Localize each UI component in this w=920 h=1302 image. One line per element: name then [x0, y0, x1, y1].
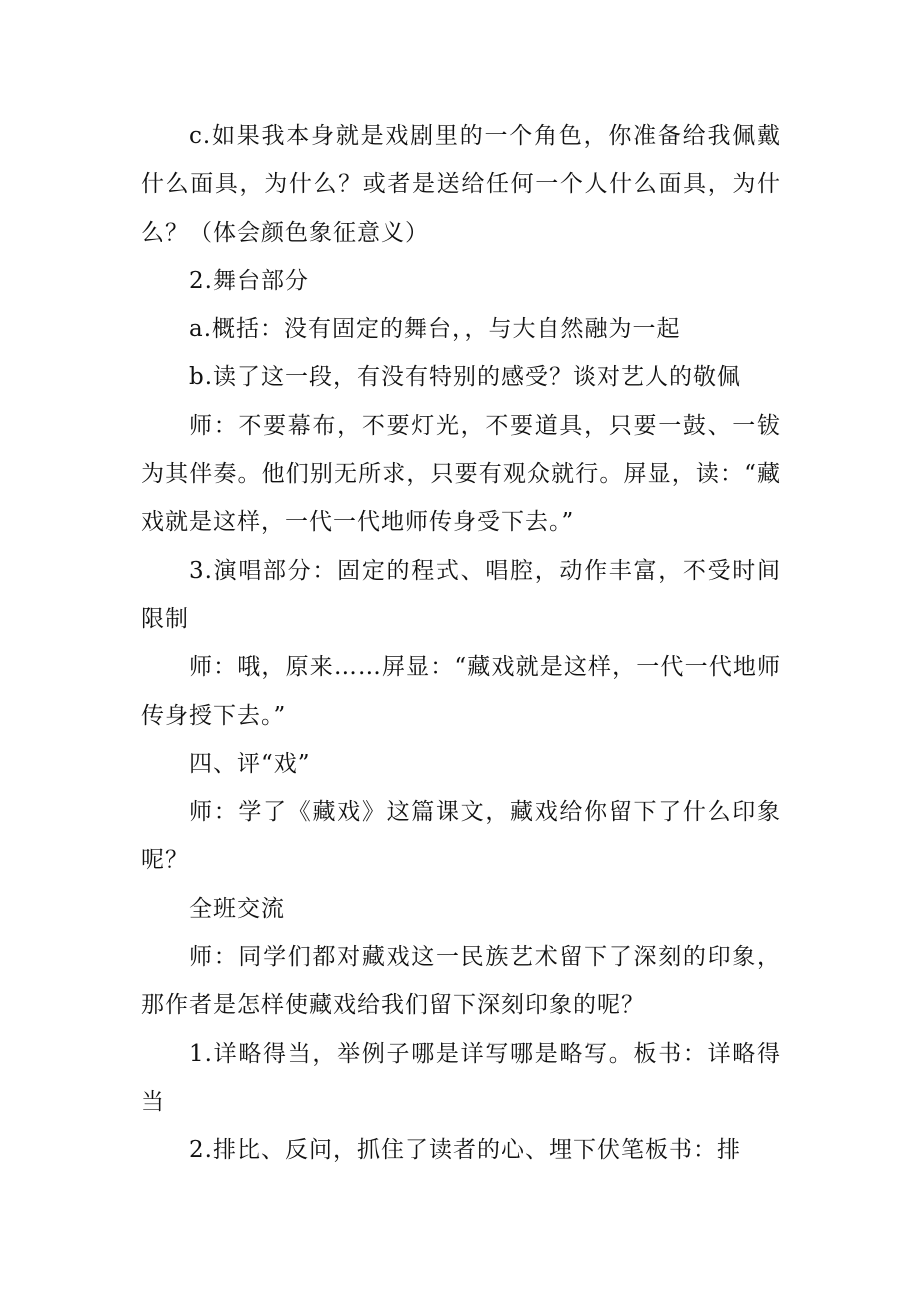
- paragraph-teacher-impression: 师：学了《藏戏》这篇课文，藏戏给你留下了什么印象呢？: [141, 799, 781, 874]
- paragraph-class-exchange: 全班交流: [189, 895, 285, 922]
- paragraph-teacher-singing: 师：哦，原来……屏显：“藏戏就是这样，一代一代地师传身授下去。”: [141, 654, 781, 729]
- paragraph-stage-heading: 2.舞台部分: [189, 267, 309, 294]
- paragraph-stage-feeling: b.读了这一段，有没有特别的感受？谈对艺人的敬佩: [189, 364, 742, 391]
- paragraph-stage-summary: a.概括：没有固定的舞台，，与大自然融为一起: [189, 316, 681, 343]
- paragraph-singing-heading: 3.演唱部分：固定的程式、唱腔，动作丰富，不受时间限制: [141, 557, 781, 632]
- paragraph-teacher-stage: 师：不要幕布，不要灯光，不要道具，只要一鼓、一钹为其伴奏。他们别无所求，只要有观众就行。屏显，读：“藏戏就是这样，一代一代地师传身受下去。”: [141, 412, 781, 536]
- document-page: [141, 112, 781, 1175]
- paragraph-point-parallelism: 2.排比、反问，抓住了读者的心、埋下伏笔板书：排: [189, 1137, 741, 1164]
- paragraph-point-detail: 1.详略得当，举例子哪是详写哪是略写。板书：详略得当: [141, 1040, 781, 1115]
- section-heading-review: 四、评“戏”: [189, 750, 311, 777]
- paragraph-teacher-how: 师：同学们都对藏戏这一民族艺术留下了深刻的印象，那作者是怎样使藏戏给我们留下深刻印象的呢？: [141, 944, 781, 1019]
- paragraph-mask-question: c.如果我本身就是戏剧里的一个角色，你准备给我佩戴什么面具，为什么？或者是送给任何一个人什么面具，为什么？（体会颜色象征意义）: [141, 123, 781, 246]
